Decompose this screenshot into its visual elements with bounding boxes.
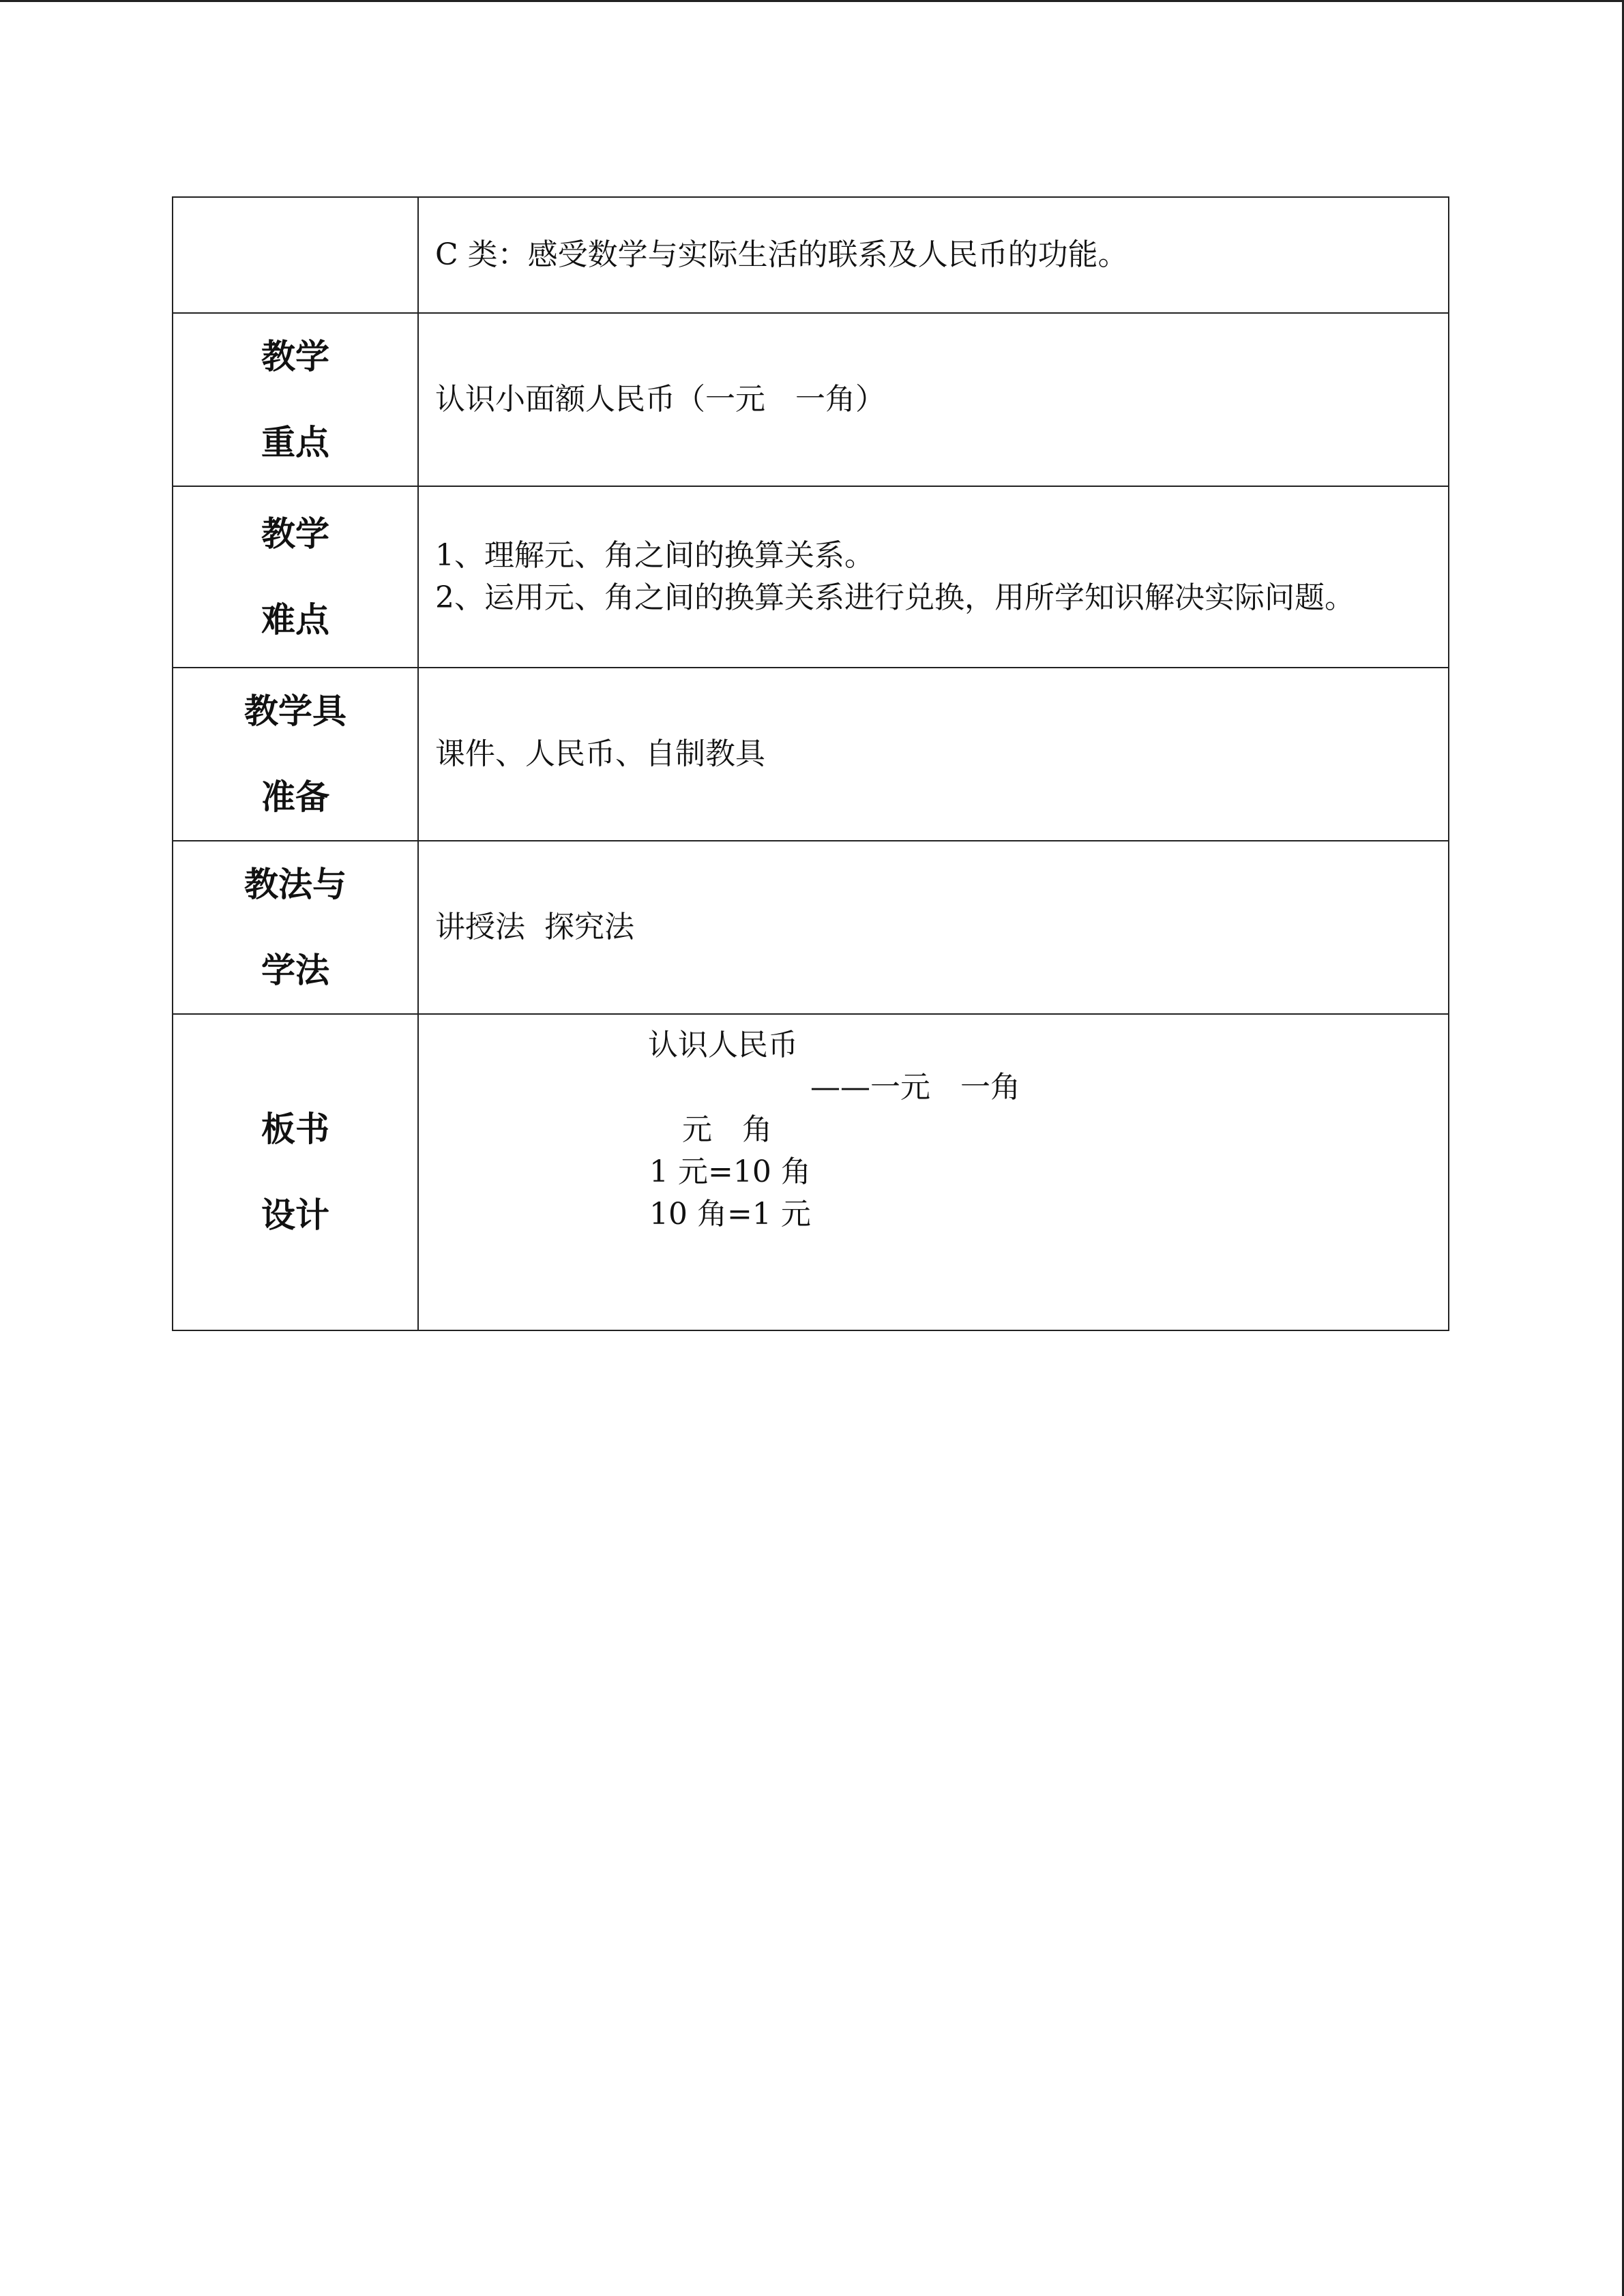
- label-line: 准备: [261, 777, 329, 817]
- table-row-materials: [173, 668, 1449, 841]
- row-label-key-points: [173, 313, 418, 486]
- label-line: 教学: [261, 337, 329, 376]
- content-line: 2、运用元、角之间的换算关系进行兑换，用所学知识解决实际问题。: [435, 580, 1355, 615]
- board-units: 元 角: [682, 1112, 772, 1147]
- row-content-goal-c: [418, 197, 1449, 313]
- row-content-key-points: [418, 313, 1449, 486]
- table-row-methods: [173, 841, 1449, 1014]
- label-line: 板书: [261, 1109, 329, 1149]
- content-line: 1、理解元、角之间的换算关系。: [435, 538, 874, 573]
- label-line: 教学具: [244, 691, 346, 731]
- table-row-goal-c: [173, 197, 1449, 313]
- table-row-key-points: [173, 313, 1449, 486]
- page-border-top: [0, 0, 1624, 2]
- row-label-empty: [173, 197, 418, 313]
- row-label-methods: [173, 841, 418, 1014]
- row-label-difficulties: [173, 486, 418, 668]
- content-line: 认识小面额人民币（一元 一角）: [435, 382, 885, 417]
- board-title: 认识人民币: [648, 1028, 798, 1062]
- row-label-board-design: [173, 1014, 418, 1330]
- content-line: 课件、人民币、自制教具: [435, 736, 765, 771]
- row-content-difficulties: [418, 486, 1449, 668]
- label-line: 教学: [261, 514, 329, 554]
- row-label-materials: [173, 668, 418, 841]
- board-equation-2: 10 角=1 元: [649, 1197, 811, 1232]
- row-content-materials: [418, 668, 1449, 841]
- table-row-board-design: [173, 1014, 1449, 1330]
- label-line: 设计: [261, 1195, 329, 1235]
- content-line: 讲授法 探究法: [435, 910, 634, 944]
- label-line: 学法: [261, 951, 329, 990]
- content-line: C 类：感受数学与实际生活的联系及人民币的功能。: [435, 237, 1128, 272]
- board-equation-1: 1 元=10 角: [649, 1154, 811, 1189]
- lesson-plan-table: [172, 196, 1449, 1331]
- label-line: 重点: [261, 423, 329, 462]
- row-content-methods: [418, 841, 1449, 1014]
- board-design-area: [419, 1015, 1441, 1328]
- row-content-board-design: [418, 1014, 1449, 1330]
- board-subtitle: ——一元 一角: [810, 1070, 1020, 1105]
- label-line: 教法与: [244, 865, 346, 904]
- label-line: 难点: [261, 600, 329, 640]
- table-row-difficulties: [173, 486, 1449, 668]
